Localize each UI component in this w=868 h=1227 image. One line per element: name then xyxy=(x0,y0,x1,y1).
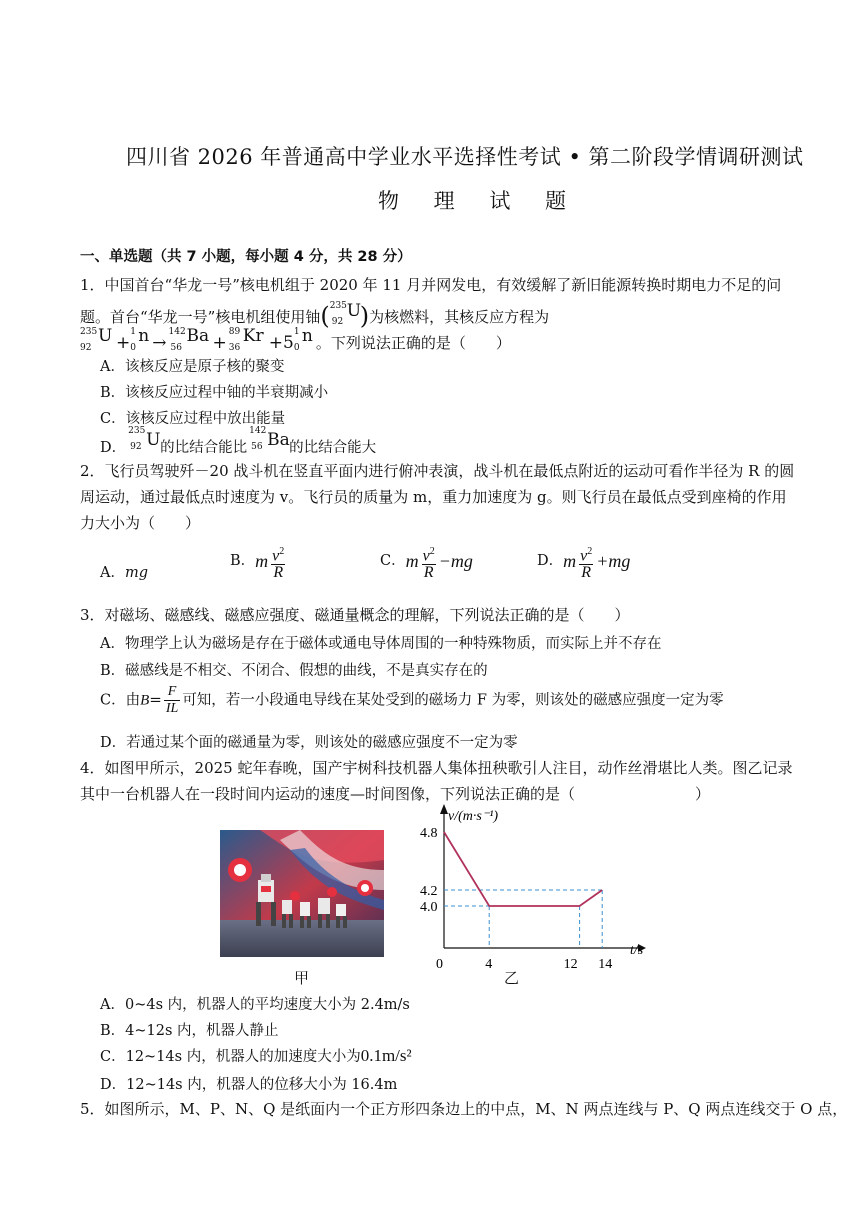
q3-line1: 3．对磁场、磁感线、磁感应强度、磁通量概念的理解，下列说法正确的是（ ） xyxy=(80,606,630,624)
figure-a-caption: 甲 xyxy=(294,969,310,987)
q1-line2b: 为核燃料，其核反应方程为 xyxy=(369,308,550,326)
q2-line3: 力大小为（ ） xyxy=(80,514,201,532)
exam-title: 四川省 2026 年普通高中学业水平选择性考试 • 第二阶段学情调研测试 xyxy=(126,145,804,169)
figure-b-caption: 乙 xyxy=(504,969,520,987)
q1-eq-tail: 。下列说法正确的是（ ） xyxy=(315,334,511,352)
q4-option-a[interactable]: A．0~4s 内，机器人的平均速度大小为 2.4m/s xyxy=(100,997,410,1013)
q1-d-label: D． xyxy=(100,440,127,456)
q1-option-d[interactable]: D． 235 92 U 的比结合能比 142 56 Ba 的比结合能大 xyxy=(100,426,377,456)
tick-labels xyxy=(420,826,612,972)
q2-b-label: B． xyxy=(230,553,256,570)
q1-option-b[interactable]: B．该核反应过程中铀的半衰期减小 xyxy=(100,385,329,401)
velocity-time-graph xyxy=(414,800,654,990)
chart-axes xyxy=(440,804,646,952)
q4-line2: 其中一台机器人在一段时间内运动的速度—时间图像，下列说法正确的是（ ） xyxy=(80,785,711,803)
q2-option-d[interactable]: D．m $\frac{v^2}{R}$ +mg xyxy=(537,546,631,582)
q2-option-b[interactable]: B．m $\frac{v^2}{R}$ xyxy=(230,546,285,582)
q3-c-post: 可知，若一小段通电导线在某处受到的磁场力 F 为零，则该处的磁感应强度一定为零 xyxy=(182,692,724,709)
uranium-nuclide: 235 92 U xyxy=(329,301,362,327)
q2-line2: 周运动，通过最低点时速度为 v。飞行员的质量为 m，重力加速度为 g。则飞行员在最低点受到座椅的作用 xyxy=(80,488,787,506)
q3-option-a[interactable]: A．物理学上认为磁场是存在于磁体或通电导体周围的一种特殊物质，而实际上并不存在 xyxy=(100,636,662,652)
x-tick-label: 12 xyxy=(563,957,578,972)
q4-c-pre: C．12~14s 内，机器人的加速度大小为 xyxy=(100,1049,361,1065)
velocity-series-line xyxy=(444,832,602,906)
x-tick-label: 0 xyxy=(436,957,443,972)
q1-line2a: 题。首台“华龙一号”核电机组使用铀 xyxy=(80,308,321,326)
guide-lines xyxy=(444,890,602,948)
x-axis-label: t/s xyxy=(630,943,644,958)
q2-line1: 2．飞行员驾驶歼－20 战斗机在竖直平面内进行俯冲表演，战斗机在最低点附近的运动可看作半径为 R 的圆 xyxy=(80,462,795,480)
q4-option-c[interactable] xyxy=(100,1045,412,1066)
q3-option-d[interactable]: D．若通过某个面的磁通量为零，则该处的磁感应强度不一定为零 xyxy=(100,735,518,751)
q4-c-value: 0.1m/s² xyxy=(360,1046,412,1065)
q4-option-b[interactable]: B．4~12s 内，机器人静止 xyxy=(100,1023,279,1039)
q1-d-post: 的比结合能大 xyxy=(289,440,377,456)
q1-option-a[interactable]: A．该核反应是原子核的聚变 xyxy=(100,359,285,375)
q1-line1: 1．中国首台“华龙一号”核电机组于 2020 年 11 月并网发电，有效缓解了新旧能源转换时期电力不足的问 xyxy=(80,276,782,294)
subject-title: 物 理 试 题 xyxy=(378,189,581,213)
q1-d-mid: 的比结合能比 xyxy=(160,440,248,456)
q4-line1: 4．如图甲所示，2025 蛇年春晚，国产宇树科技机器人集体扭秧歌引人注目，动作丝滑堪比人类。图乙记录 xyxy=(80,759,793,777)
q5-line1: 5．如图所示，M、P、N、Q 是纸面内一个正方形四条边上的中点，M、N 两点连线与 P、Q 两点连线交于 O 点， xyxy=(80,1100,848,1118)
y-tick-label: 4.2 xyxy=(420,884,438,899)
q1-option-c[interactable]: C．该核反应过程中放出能量 xyxy=(100,411,286,427)
q3-option-b[interactable]: B．磁感线是不相交、不闭合、假想的曲线，不是真实存在的 xyxy=(100,663,488,679)
y-axis-label: v/(m·s⁻¹) xyxy=(448,809,499,824)
q2-a-label: A． xyxy=(100,565,125,581)
q3-option-c[interactable]: C．由B= $\frac{F}{IL}$ 可知，若一小段通电导线在某处受到的磁场力 F 为零，则该处的磁感应强度一定为零 xyxy=(100,684,724,716)
x-tick-label: 14 xyxy=(598,957,613,972)
y-axis-arrow xyxy=(440,804,448,814)
q3-c-pre: C．由 xyxy=(100,692,141,709)
section-heading: 一、单选题（共 7 小题，每小题 4 分，共 28 分） xyxy=(80,249,412,265)
y-tick-label: 4.8 xyxy=(420,825,438,841)
q2-option-c[interactable]: C．m $\frac{v^2}{R}$ −mg xyxy=(380,546,473,582)
x-tick-label: 4 xyxy=(485,957,493,972)
y-tick-label: 4.0 xyxy=(420,900,438,915)
q2-d-label: D． xyxy=(537,553,564,570)
uranium-paren: ( xyxy=(320,302,330,330)
q2-option-a[interactable] xyxy=(100,561,148,582)
q4-option-d[interactable]: D．12~14s 内，机器人的位移大小为 16.4m xyxy=(100,1077,398,1093)
q1-line2: 题。首台“华龙一号”核电机组使用铀( 235 92 U )为核燃料，其核反应方程为 xyxy=(80,301,550,330)
velocity-curve xyxy=(444,832,602,906)
q2-c-label: C． xyxy=(380,553,406,570)
q2-a-value: mg xyxy=(124,565,149,581)
q1-equation: 235 92 U + 1 0 n → 142 56 Ba + 89 36 Kr +5 1 0 n 。下列说法正确的是（ ） xyxy=(80,326,511,353)
robot-dance-photo xyxy=(220,830,384,957)
